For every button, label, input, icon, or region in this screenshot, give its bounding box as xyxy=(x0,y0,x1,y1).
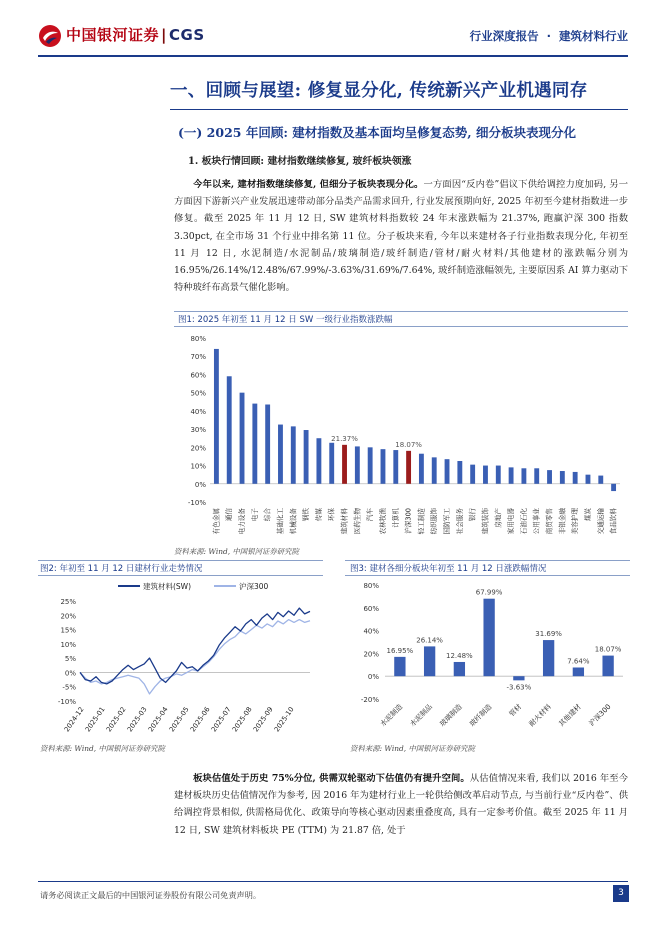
y-tick-label: 0% xyxy=(64,669,76,678)
x-tick-label: 沪深300 xyxy=(404,508,413,534)
bar-电力设备 xyxy=(240,393,245,484)
x-tick-label: 食品饮料 xyxy=(609,508,618,535)
bar-美容护理 xyxy=(573,472,578,484)
bar-管材 xyxy=(513,676,524,680)
x-tick-label: 2025-08 xyxy=(230,705,254,734)
subsector-returns-chart xyxy=(345,577,630,741)
industry-returns-chart xyxy=(174,328,628,546)
data-label: 16.95% xyxy=(386,646,414,655)
x-tick-label: 建筑材料 xyxy=(340,508,349,535)
y-tick-label: 0% xyxy=(194,480,206,489)
x-tick-label: 2025-10 xyxy=(272,705,296,734)
y-tick-label: 80% xyxy=(363,582,379,590)
x-tick-label: 沪深300 xyxy=(587,702,613,728)
y-tick-label: 20% xyxy=(363,650,379,659)
bar-玻纤制造 xyxy=(483,599,494,677)
bar-农林牧渔 xyxy=(381,449,386,484)
y-tick-label: 60% xyxy=(190,371,206,380)
x-tick-label: 2025-02 xyxy=(104,705,128,734)
bar-汽车 xyxy=(368,447,373,483)
bar-社会服务 xyxy=(457,461,462,484)
bar-医药生物 xyxy=(355,446,360,483)
logo-cn: 中国银河证券 xyxy=(66,26,160,44)
data-label: 7.64% xyxy=(567,657,590,666)
y-tick-label: -10% xyxy=(187,499,206,507)
x-tick-label: 电子 xyxy=(250,508,259,522)
y-tick-label: 10% xyxy=(60,640,76,649)
bar-家用电器 xyxy=(509,467,514,483)
x-tick-label: 农林牧渔 xyxy=(378,508,387,535)
x-tick-label: 计算机 xyxy=(391,508,400,528)
x-tick-label: 综合 xyxy=(263,508,272,522)
bar-钢铁 xyxy=(304,430,309,484)
bar-石油石化 xyxy=(521,468,526,483)
footer-disclaimer: 请务必阅读正文最后的中国银河证券股份有限公司免责声明。 xyxy=(40,890,262,900)
x-tick-label: 有色金属 xyxy=(212,508,221,535)
y-tick-label: 70% xyxy=(190,353,206,362)
data-label: 12.48% xyxy=(446,651,473,660)
footer-divider xyxy=(38,881,628,882)
y-tick-label: 30% xyxy=(190,426,206,435)
bar-纺织服饰 xyxy=(432,457,437,483)
figure-1-source: 资料来源: Wind, 中国银河证券研究院 xyxy=(174,547,299,556)
bar-公用事业 xyxy=(534,468,539,483)
x-tick-label: 汽车 xyxy=(366,508,375,522)
logo-text: 中国银河证券 | CGS xyxy=(66,26,205,44)
bar-基础化工 xyxy=(278,425,283,484)
y-tick-label: 20% xyxy=(60,612,76,621)
x-tick-label: 机械设备 xyxy=(289,508,298,535)
x-tick-label: 2025-09 xyxy=(251,705,275,734)
y-tick-label: 20% xyxy=(190,444,206,453)
bar-有色金属 xyxy=(214,349,219,484)
x-tick-label: 医药生物 xyxy=(353,508,362,535)
data-label: 26.14% xyxy=(416,636,443,645)
bar-其他建材 xyxy=(573,667,584,676)
subsection-heading: (一) 2025 年回顾: 建材指数及基本面均呈修复态势, 细分板块表现分化 xyxy=(178,125,576,140)
y-tick-label: 0% xyxy=(367,673,379,682)
x-tick-label: 石油石化 xyxy=(519,508,528,535)
bar-国防军工 xyxy=(445,459,450,484)
y-tick-label: -10% xyxy=(57,698,76,706)
paragraph-2 xyxy=(174,770,628,839)
x-tick-label: 环保 xyxy=(327,508,336,522)
x-tick-label: 轻工制造 xyxy=(417,508,426,535)
y-tick-label: 10% xyxy=(190,462,206,471)
figure-2-title-rule xyxy=(38,575,323,576)
bar-房地产 xyxy=(496,466,501,484)
bar-环保 xyxy=(329,443,334,484)
y-tick-label: 15% xyxy=(60,626,76,635)
industry-name: 建筑材料行业 xyxy=(559,29,628,43)
x-tick-label: 2025-04 xyxy=(146,705,170,734)
x-tick-label: 2025-05 xyxy=(167,705,191,734)
paragraph-2-body: 从估值情况来看, 我们以 2016 年至今建材板块历史估值情况作为参考, 因 2016 年为建材行业上一轮供给侧改革启动节点, 与当前行业“反内卷”、供给调控背景相似, 供需格局优化、政策导向等核心驱动因素重叠度高, 具有一定参考价值。截至 2025 年 11 月 12 日, SW 建筑材料板块 PE (TTM) 为 21.87 倍, 处于 xyxy=(174,773,629,836)
data-label: 31.69% xyxy=(535,630,562,639)
x-tick-label: 传媒 xyxy=(314,508,323,522)
y-tick-label: 40% xyxy=(190,407,206,416)
data-label: 21.37% xyxy=(331,434,358,443)
sector-trend-chart xyxy=(38,577,323,741)
figure-3-top-rule xyxy=(345,560,630,561)
x-tick-label: 水泥制造 xyxy=(378,702,405,729)
figure-3-title: 图3: 建材各细分板块年初至 11 月 12 日涨跌幅情况 xyxy=(350,564,547,574)
y-tick-label: 50% xyxy=(190,389,206,398)
figure-1-title-rule xyxy=(174,326,628,327)
bar-玻璃制造 xyxy=(454,662,465,676)
paragraph-1 xyxy=(174,176,628,296)
bar-交通运输 xyxy=(598,476,603,484)
report-type: 行业深度报告 xyxy=(469,29,539,43)
bar-商贸零售 xyxy=(547,470,552,484)
legend-label-building-materials: 建筑材料(SW) xyxy=(143,582,192,591)
section-heading: 一、回顾与展望: 修复显分化, 传统新兴产业机遇同存 xyxy=(170,81,588,101)
figure-1-top-rule xyxy=(174,311,628,312)
paragraph-1-body: 一方面因“反内卷”倡议下供给调控力度加码, 另一方面因下游新兴产业发展迅速带动部分品类产品需求回升, 行业发展预期向好, 2025 年初至今建材指数进一步修复。截至 2025 年 11 月 12 日, SW 建筑材料指数较 24 年末涨跌幅为 21.37%, 跑赢沪深 300 指数 3.30pct, 在全市场 31 个行业中排名第 11 位。分子板块来看, 今年以来建材各子行业指数表现分化, 年初至 11 月 12 日, 水泥制造/水泥制品/玻璃制造/玻纤制造/管材/耐火材料/其他建材的涨跌幅分别为 16.95%/26.14%/12.48%/67.99%/-3.63%/31.69%/7.64%, 玻纤制造涨幅领先, 主要原因系 AI 算力驱动下特种玻纤布高景气催化影响。 xyxy=(174,179,628,294)
figure-2-source: 资料来源: Wind, 中国银河证券研究院 xyxy=(40,744,165,753)
bar-非银金融 xyxy=(560,471,565,484)
x-tick-label: 电力设备 xyxy=(238,508,247,535)
logo-en: CGS xyxy=(169,26,205,44)
figure-2-title: 图2: 年初至 11 月 12 日建材行业走势情况 xyxy=(40,564,203,574)
legend-label-csi300: 沪深300 xyxy=(239,582,269,591)
bar-建筑装饰 xyxy=(483,466,488,484)
x-tick-label: 银行 xyxy=(468,508,477,522)
x-tick-label: 管材 xyxy=(507,702,524,719)
report-header: 行业深度报告 · 建筑材料行业 xyxy=(469,29,628,43)
figure-3-source: 资料来源: Wind, 中国银河证券研究院 xyxy=(350,744,475,753)
x-tick-label: 公用事业 xyxy=(532,508,541,535)
figure-3-title-rule xyxy=(345,575,630,576)
figure-2-top-rule xyxy=(38,560,323,561)
bar-水泥制造 xyxy=(394,657,405,676)
logo-icon xyxy=(38,24,62,48)
x-tick-label: 通信 xyxy=(225,508,234,522)
x-tick-label: 家用电器 xyxy=(507,508,516,535)
bar-沪深300 xyxy=(602,656,613,677)
x-tick-label: 耐火材料 xyxy=(527,702,554,729)
bar-建筑材料 xyxy=(342,445,347,484)
y-tick-label: -5% xyxy=(62,683,76,692)
page-number: 3 xyxy=(613,885,629,902)
x-tick-label: 水泥制品 xyxy=(408,702,435,729)
x-tick-label: 社会服务 xyxy=(455,508,464,535)
x-tick-label: 基础化工 xyxy=(276,508,285,535)
bar-综合 xyxy=(265,405,270,484)
x-tick-label: 交通运输 xyxy=(596,508,605,535)
x-tick-label: 玻纤制造 xyxy=(468,702,494,729)
figure-1-title: 图1: 2025 年初至 11 月 12 日 SW 一级行业指数涨跌幅 xyxy=(178,315,393,325)
series-line-沪深300 xyxy=(80,620,310,694)
x-tick-label: 美容护理 xyxy=(571,508,580,535)
bar-传媒 xyxy=(316,438,321,484)
bar-计算机 xyxy=(393,450,398,484)
data-label: -3.63% xyxy=(506,683,532,692)
x-tick-label: 建筑装饰 xyxy=(481,508,490,535)
bar-沪深300 xyxy=(406,451,411,484)
data-label: 67.99% xyxy=(475,588,503,597)
sub-subsection-heading: 1. 板块行情回顾: 建材指数继续修复, 玻纤板块领涨 xyxy=(188,156,412,167)
bar-轻工制造 xyxy=(419,454,424,484)
bar-煤炭 xyxy=(586,475,591,484)
x-tick-label: 2024-12 xyxy=(62,705,86,734)
x-tick-label: 2025-07 xyxy=(209,705,233,734)
header-divider xyxy=(38,55,628,57)
y-tick-label: -20% xyxy=(360,696,379,704)
y-tick-label: 25% xyxy=(60,598,76,606)
paragraph-1-lead: 今年以来, 建材指数继续修复, 但细分子板块表现分化。 xyxy=(193,179,424,190)
paragraph-2-lead: 板块估值处于历史 75%分位, 供需双轮驱动下估值仍有提升空间。 xyxy=(193,773,470,784)
bar-电子 xyxy=(252,404,257,484)
bar-水泥制品 xyxy=(424,646,435,676)
legend-building-materials xyxy=(118,581,191,591)
heading-divider xyxy=(170,109,628,110)
y-tick-label: 60% xyxy=(363,604,379,613)
y-tick-label: 5% xyxy=(64,655,76,664)
x-tick-label: 2025-01 xyxy=(83,705,107,734)
data-label: 18.07% xyxy=(395,440,422,449)
x-tick-label: 其他建材 xyxy=(557,702,583,729)
x-tick-label: 纺织服饰 xyxy=(430,508,439,535)
bar-食品饮料 xyxy=(611,484,616,491)
y-tick-label: 40% xyxy=(363,627,379,636)
x-tick-label: 商贸零售 xyxy=(545,508,554,535)
y-tick-label: 80% xyxy=(190,335,206,343)
legend-csi300 xyxy=(214,581,269,591)
x-tick-label: 2025-06 xyxy=(188,705,212,734)
x-tick-label: 2025-03 xyxy=(125,705,149,734)
x-tick-label: 玻璃制造 xyxy=(438,702,464,729)
bar-通信 xyxy=(227,376,232,484)
x-tick-label: 钢铁 xyxy=(302,508,311,522)
bar-机械设备 xyxy=(291,426,296,483)
x-tick-label: 煤炭 xyxy=(583,508,592,522)
data-label: 18.07% xyxy=(594,645,622,654)
x-tick-label: 国防军工 xyxy=(443,508,452,535)
x-tick-label: 非银金融 xyxy=(558,508,567,535)
x-tick-label: 房地产 xyxy=(494,508,503,528)
bar-银行 xyxy=(470,465,475,484)
bar-耐火材料 xyxy=(543,640,554,676)
